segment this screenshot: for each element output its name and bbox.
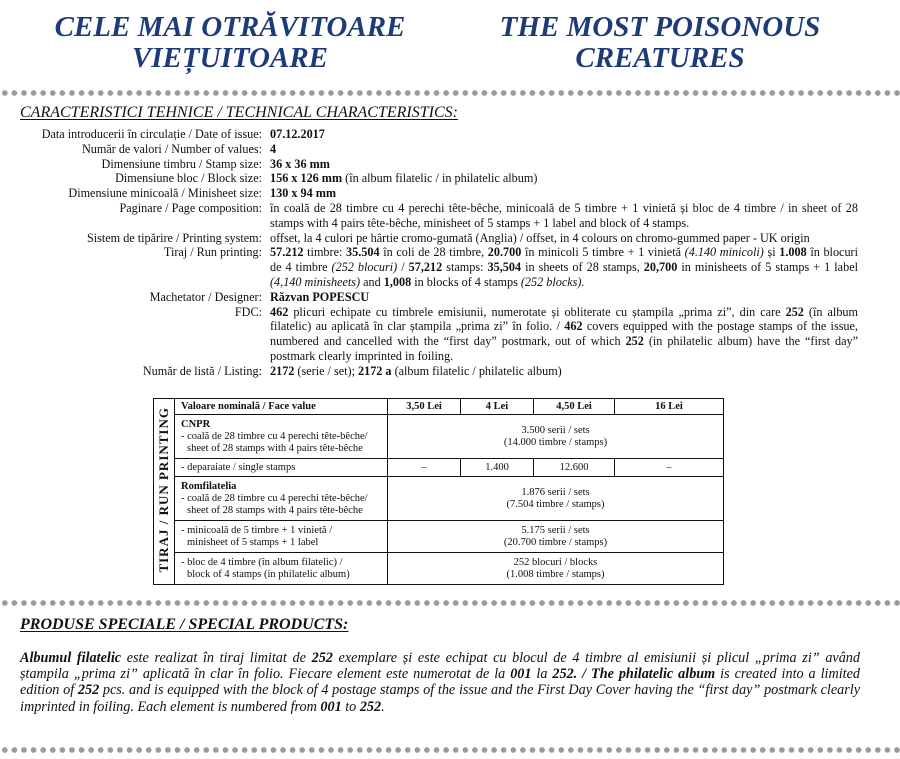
table-row: CNPR - coală de 28 timbre cu 4 perechi tête-bêche/ sheet of 28 stamps with 4 pairs tête-bêche 3.500 serii / sets (14.000 timbre / stamps) xyxy=(154,415,724,459)
special-products-text: Albumul filatelic este realizat în tiraj limitat de 252 exemplare și este echipat cu blocul de 4 timbre al emisiunii și plicul „prima zi” având ștampila „prima zi” aplicată în clar în folio. Fiecare element este numerotat de la 001 la 252. / The philatelic album is created into a limited edition of 252 pcs. and is equipped with the block of 4 postage stamps of the issue and the First Day Cover having the “first day” postmark clearly imprinted in foiling. Each element is numbered from 001 to 252. xyxy=(20,650,860,715)
title-romanian xyxy=(20,12,440,74)
spec-row-fdc: FDC: 462 plicuri echipate cu timbrele emisiunii, numerotate și obliterate cu ștampila „prima zi”, din care 252 (în album filatelic) au aplicată în clar ștampila „prima zi” în folio. / 462 covers equipped with the postage stamps of the issue, numbered and cancelled with the “first day” postmark, out of which 252 (in philatelic album) have the “first day” postmark clearly imprinted in foiling. xyxy=(234,304,858,363)
table-row: Romfilatelia - coală de 28 timbre cu 4 perechi tête-bêche/ sheet of 28 stamps with 4 pairs tête-bêche 1.876 serii / sets (7.504 timbre / stamps) xyxy=(154,477,724,521)
spec-row-issue-date: Data introducerii în circulație / Date of issue: 07.12.2017 xyxy=(41,127,325,141)
spec-row-run-printing: Tiraj / Run printing: 57.212 timbre: 35.504 în coli de 28 timbre, 20.700 în minicoli 5 timbre + 1 vinietă (4.140 minicoli) și 1.008 în blocuri de 4 timbre (252 blocuri) / 57,212 stamps: 35,504 in sheets of 28 stamps, 20,700 in minisheets of 5 stamps + 1 label (4,140 minisheets) and 1,008 in blocks of 4 stamps (252 blocks). xyxy=(163,245,858,289)
table-header-row: TIRAJ / RUN PRINTING Valoare nominală / Face value 3,50 Lei 4 Lei 4,50 Lei 16 Lei xyxy=(154,399,724,415)
title-en-line2: CREATURES xyxy=(575,42,745,74)
title-en-line1: THE MOST POISONOUS xyxy=(499,11,821,43)
run-printing-side-label: TIRAJ / RUN PRINTING xyxy=(154,399,175,585)
spec-row-stamp-size: Dimensiune timbru / Stamp size: 36 x 36 mm xyxy=(101,156,330,171)
title-ro-line1: CELE MAI OTRĂVITOARE xyxy=(54,11,406,43)
technical-specs xyxy=(18,127,858,379)
spec-row-listing: Număr de listă / Listing: 2172 (serie / set); 2172 a (album filatelic / philatelic album) xyxy=(142,363,562,378)
spec-row-minisheet-size: Dimensiune minicoală / Minisheet size: 130 x 94 mm xyxy=(68,186,337,201)
title-ro-line2: VIEȚUITOARE xyxy=(131,42,329,74)
spec-row-printing-system: Sistem de tipărire / Printing system: offset, la 4 culori pe hârtie cromo-gumată (Anglia) / offset, in 4 colours on chromo-gummed paper - UK origin xyxy=(86,230,810,245)
table-row: - deparaiate / single stamps – 1.400 12.600 – xyxy=(154,459,724,477)
spec-row-designer: Machetator / Designer: Răzvan POPESCU xyxy=(149,289,370,304)
spec-row-page-composition: Paginare / Page composition: în coală de 28 timbre cu 4 perechi tête-bêche, minicoală de 5 timbre + 1 vinietă și bloc de 4 timbre / in sheet of 28 stamps with 4 pairs tête-bêche, minisheet of 5 stamps + 1 label and block of 4 stamps. xyxy=(119,200,858,230)
dotted-divider-top xyxy=(0,89,900,97)
dotted-divider-middle xyxy=(0,599,900,607)
technical-heading: CARACTERISTICI TEHNICE / TECHNICAL CHARACTERISTICS: xyxy=(20,104,458,121)
spec-row-block-size: Dimensiune bloc / Block size: 156 x 126 mm (în album filatelic / in philatelic album) xyxy=(115,171,538,186)
special-products-heading: PRODUSE SPECIALE / SPECIAL PRODUCTS: xyxy=(20,616,349,633)
spec-row-values: Număr de valori / Number of values: 4 xyxy=(81,141,277,156)
dotted-divider-bottom xyxy=(0,746,900,754)
title-english xyxy=(460,12,860,74)
run-printing-table xyxy=(153,398,724,585)
table-row: - bloc de 4 timbre (în album filatelic) / block of 4 stamps (in philatelic album) 252 blocuri / blocks (1.008 timbre / stamps) xyxy=(154,553,724,585)
table-row: - minicoală de 5 timbre + 1 vinietă / minisheet of 5 stamps + 1 label 5.175 serii / sets (20.700 timbre / stamps) xyxy=(154,521,724,553)
